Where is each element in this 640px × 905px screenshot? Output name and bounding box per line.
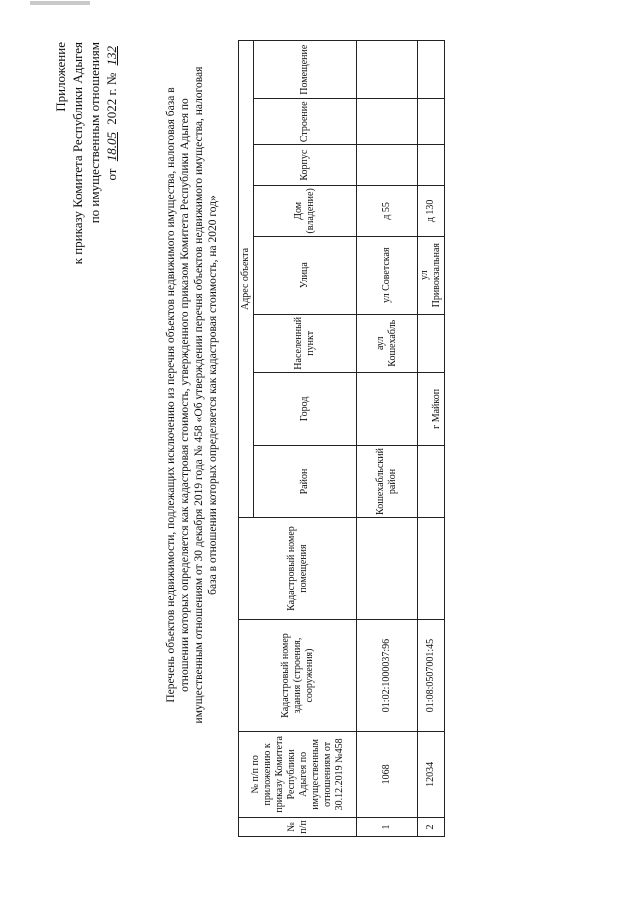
header-city: Город xyxy=(254,372,357,445)
cell-city xyxy=(357,372,418,445)
cell-street: ул Привокзальная xyxy=(418,236,445,314)
cell-korpus xyxy=(418,145,445,186)
cell-district xyxy=(418,446,445,518)
appendix-order-ref: к приказу Комитета Республики Адыгея xyxy=(70,42,85,265)
appendix-date-line xyxy=(103,42,120,342)
header-stroenie: Строение xyxy=(254,99,357,145)
appendix-committee: по имущественным отношениям xyxy=(87,42,102,224)
header-settlement: Населенный пункт xyxy=(254,314,357,372)
cell-stroenie xyxy=(357,99,418,145)
header-room: Помещение xyxy=(254,41,357,99)
date-suffix: 2022 г. № xyxy=(104,72,119,125)
cell-cad-building: 01:02:1000037:96 xyxy=(357,620,418,732)
appendix-header xyxy=(52,42,120,342)
handwritten-date: 18.05 xyxy=(104,132,119,162)
title-line: база в отношении которых определяется как кадастровая стоимость, на 2020 год» xyxy=(207,195,219,595)
header-korpus: Корпус xyxy=(254,145,357,186)
header-cad-room: Кадастровый номер помещения xyxy=(239,517,357,619)
cell-street: ул Советская xyxy=(357,236,418,314)
header-address: Адрес объекта xyxy=(239,41,254,518)
table-row xyxy=(418,41,445,837)
header-cad-building: Кадастровый номер здания (строения, сооружения) xyxy=(239,620,357,732)
cell-korpus xyxy=(357,145,418,186)
objects-table xyxy=(238,40,445,837)
cell-settlement: аул Кошехабль xyxy=(357,314,418,372)
cell-cad-room xyxy=(418,517,445,619)
header-district: Район xyxy=(254,446,357,518)
scan-edge-mark xyxy=(30,1,90,5)
header-house: Дом (владение) xyxy=(254,186,357,236)
cell-room xyxy=(357,41,418,99)
title-line: отношении которых определяется как кадастровая стоимость, утвержденного приказом Комитета Республики Адыгея по xyxy=(179,98,191,692)
cell-cad-room xyxy=(357,517,418,619)
cell-appendix-num: 12034 xyxy=(418,731,445,817)
cell-num: 1 xyxy=(357,817,418,836)
cell-appendix-num: 1068 xyxy=(357,731,418,817)
appendix-title: Приложение xyxy=(53,42,68,112)
cell-house: д 55 xyxy=(357,186,418,236)
cell-city: г Майкоп xyxy=(418,372,445,445)
title-line: имущественным отношениям от 30 декабря 2019 года № 458 «Об утверждении перечня объектов недвижимого имущества, налоговая xyxy=(193,66,205,724)
cell-cad-building: 01:08:0507001:45 xyxy=(418,620,445,732)
document-title xyxy=(164,45,220,745)
header-street: Улица xyxy=(254,236,357,314)
title-line: Перечень объектов недвижимости, подлежащих исключению из перечня объектов недвижимого имущества, налоговая база в xyxy=(165,87,177,703)
handwritten-number: 132 xyxy=(104,46,119,66)
header-appendix-num: № п/п по приложению к приказу Комитета Республики Адыгея по имущественным отношениям от 30.12.2019 №458 xyxy=(239,731,357,817)
cell-settlement xyxy=(418,314,445,372)
header-num: № п/п xyxy=(239,817,357,836)
date-prefix: от xyxy=(104,168,119,181)
cell-house: д 130 xyxy=(418,186,445,236)
cell-stroenie xyxy=(418,99,445,145)
cell-num: 2 xyxy=(418,817,445,836)
cell-room xyxy=(418,41,445,99)
cell-district: Кошехабльский район xyxy=(357,446,418,518)
table-row xyxy=(357,41,418,837)
